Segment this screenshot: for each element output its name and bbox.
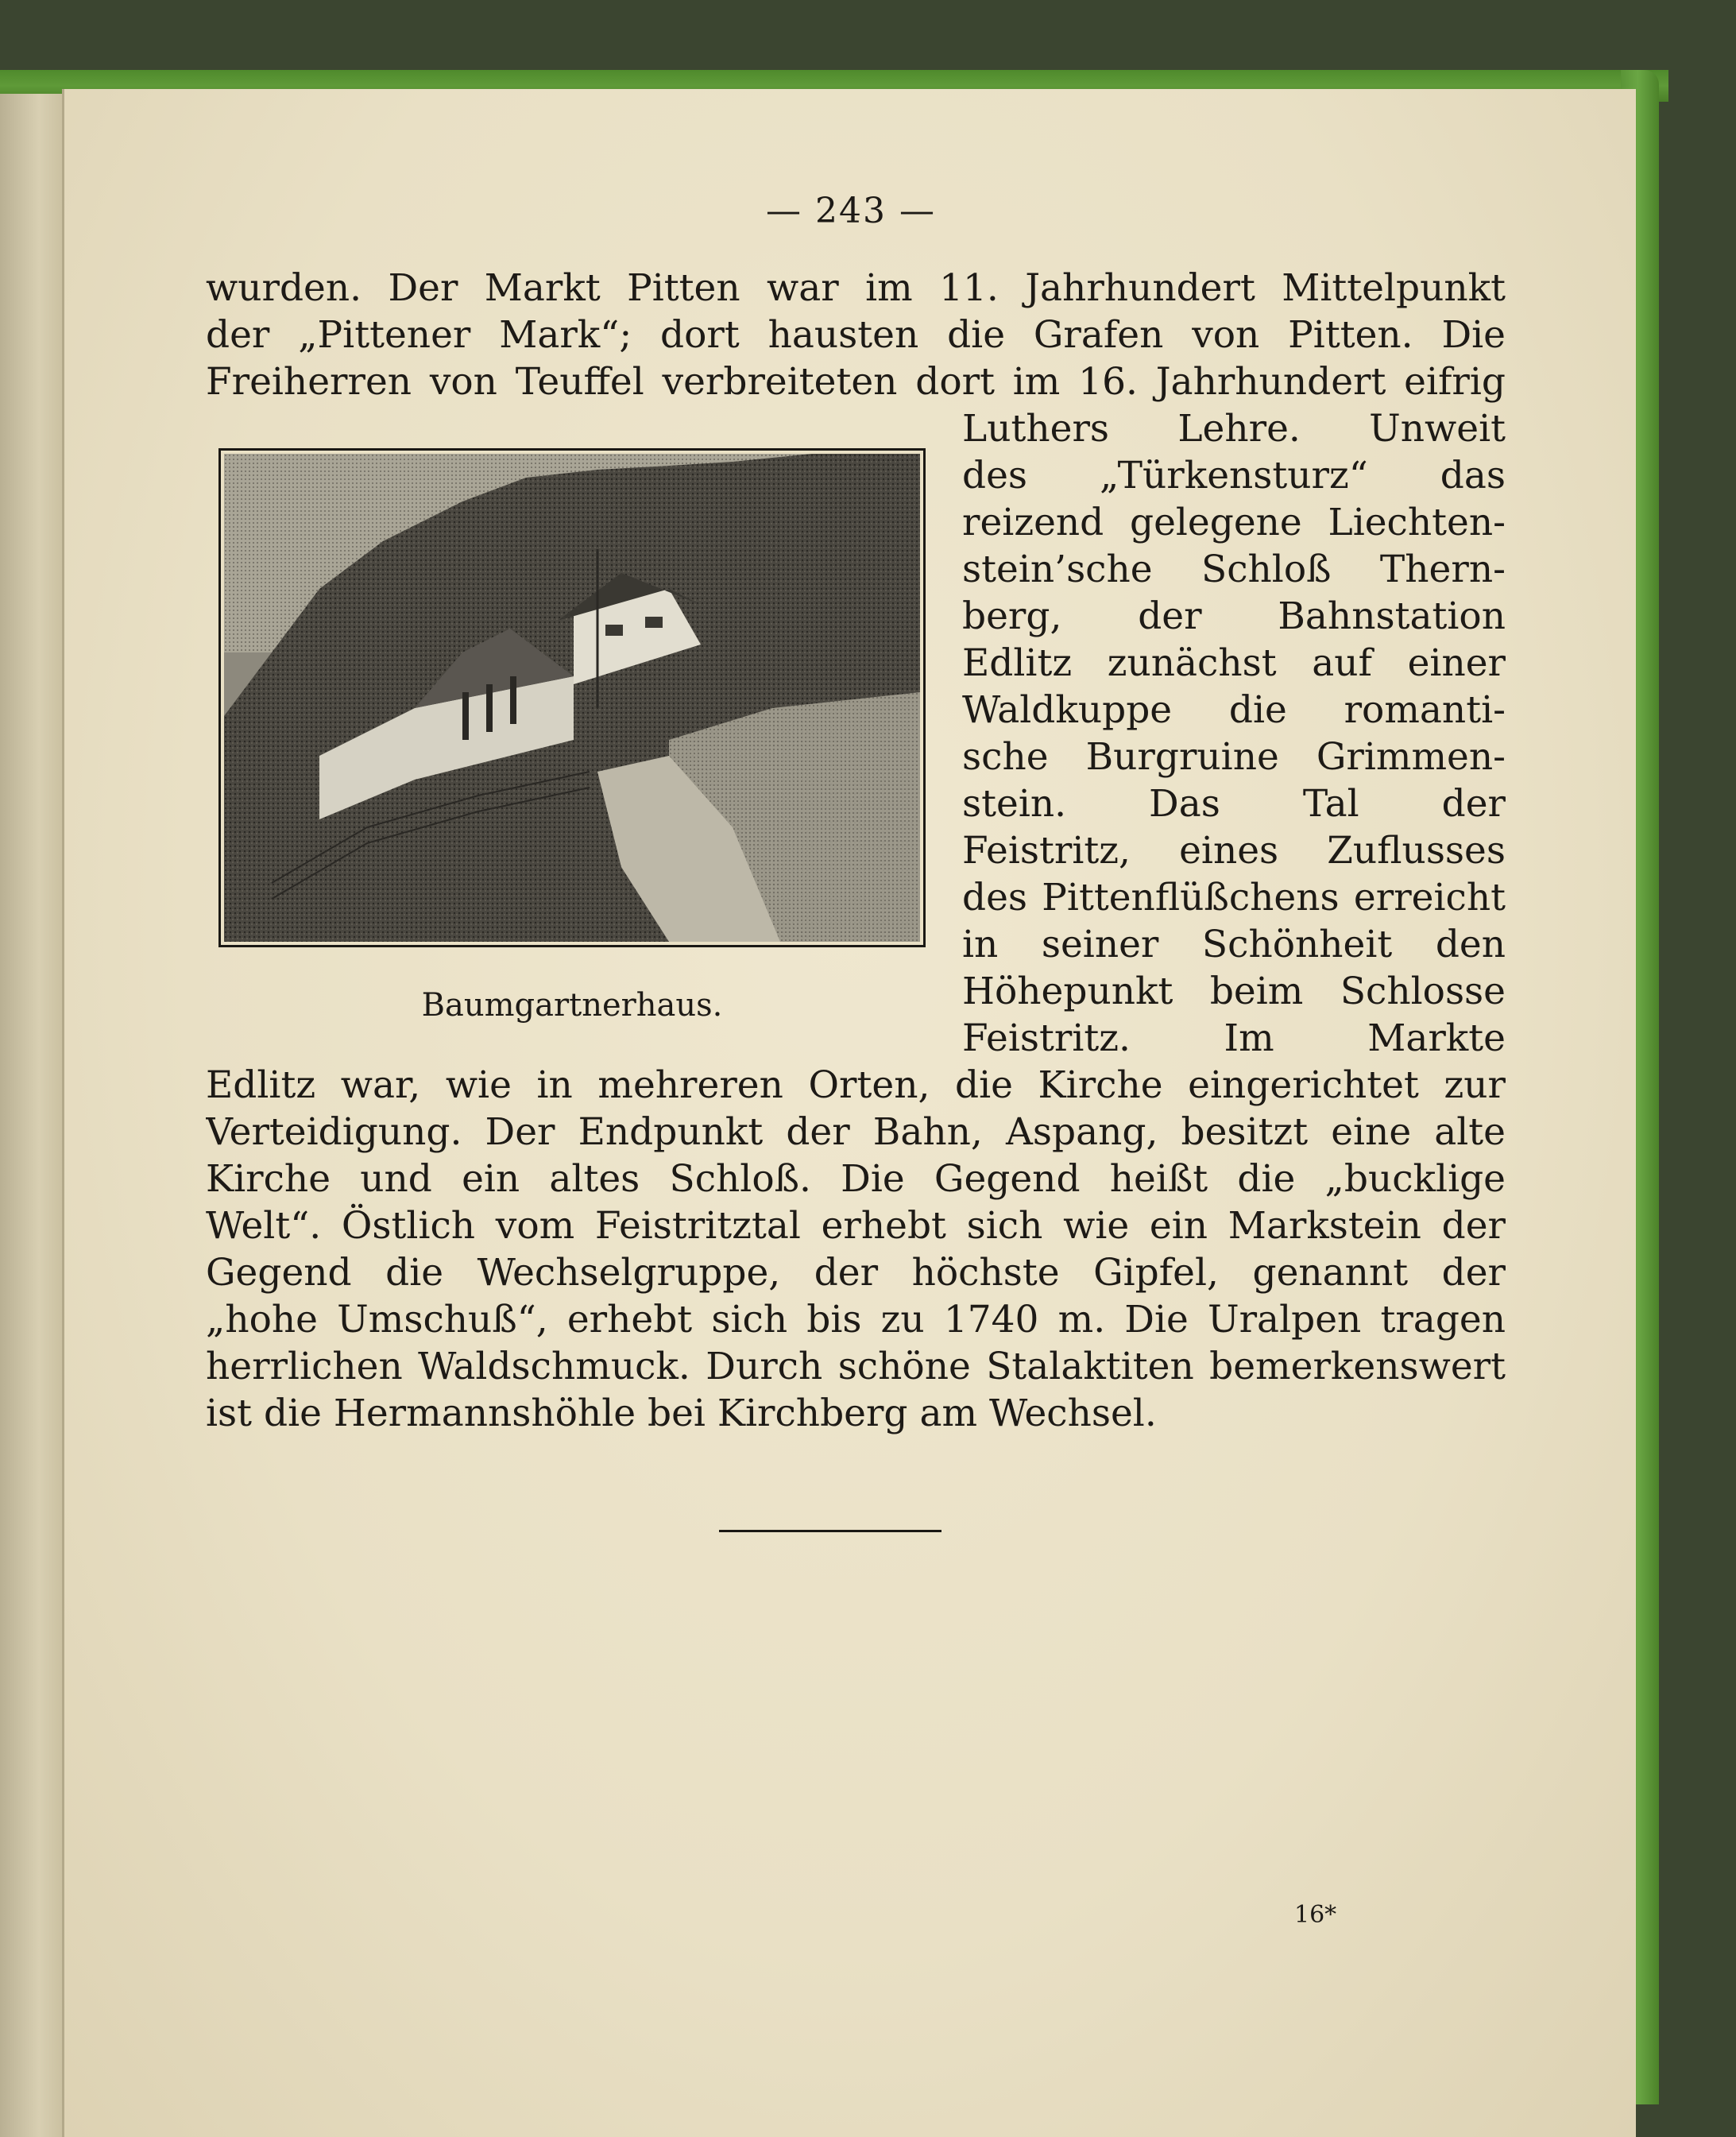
text-line: Waldkuppe die romanti- (962, 688, 1506, 732)
text-line: Edlitz zunächst auf einer (962, 641, 1506, 685)
mountain-house-picture (224, 454, 920, 942)
book-page (62, 89, 1636, 2137)
page-number: — 243 — (766, 191, 936, 231)
signature-mark: 16* (1294, 1901, 1337, 1929)
text-line: Verteidigung. Der Endpunkt der Bahn, Aspang, besitzt eine alte (206, 1110, 1506, 1154)
text-line: Edlitz war, wie in mehreren Orten, die Kirche eingerichtet zur (206, 1063, 1506, 1107)
text-line: reizend gelegene Liechten- (962, 501, 1506, 544)
text-line: „hohe Umschuß“, erhebt sich bis zu 1740 m. Die Uralpen tragen (206, 1298, 1506, 1341)
text-line: Kirche und ein altes Schloß. Die Gegend heißt die „bucklige (206, 1157, 1506, 1201)
text-line: Feistritz, eines Zuflusses (962, 829, 1506, 873)
text-line: des Pittenflüßchens erreicht (962, 876, 1506, 919)
text-line: in seiner Schönheit den (962, 923, 1506, 966)
text-line: sche Burgruine Grimmen- (962, 735, 1506, 779)
illustration-baumgartnerhaus (218, 448, 926, 947)
left-page-edge (0, 94, 65, 2137)
figure-caption: Baumgartnerhaus. (421, 987, 723, 1024)
text-line: ist die Hermannshöhle bei Kirchberg am Wechsel. (206, 1392, 1157, 1435)
text-line: Höhepunkt beim Schlosse (962, 970, 1506, 1013)
end-rule (719, 1530, 941, 1532)
text-line: berg, der Bahnstation (962, 594, 1506, 638)
text-line: Luthers Lehre. Unweit (962, 407, 1506, 451)
text-line: Gegend die Wechselgruppe, der höchste Gipfel, genannt der (206, 1251, 1506, 1295)
text-line: Feistritz. Im Markte (962, 1016, 1506, 1060)
text-line: der „Pittener Mark“; dort hausten die Grafen von Pitten. Die (206, 313, 1506, 357)
text-line: Freiherren von Teuffel verbreiteten dort im 16. Jahrhundert eifrig (206, 360, 1506, 404)
text-line: herrlichen Waldschmuck. Durch schöne Stalaktiten bemerkenswert (206, 1345, 1506, 1388)
text-line: wurden. Der Markt Pitten war im 11. Jahrhundert Mittelpunkt (206, 266, 1506, 310)
text-line: Welt“. Östlich vom Feistritztal erhebt sich wie ein Markstein der (206, 1204, 1506, 1248)
text-line: stein. Das Tal der (962, 782, 1506, 826)
text-line: stein’sche Schloß Thern- (962, 548, 1506, 591)
text-line: des „Türkensturz“ das (962, 454, 1506, 497)
